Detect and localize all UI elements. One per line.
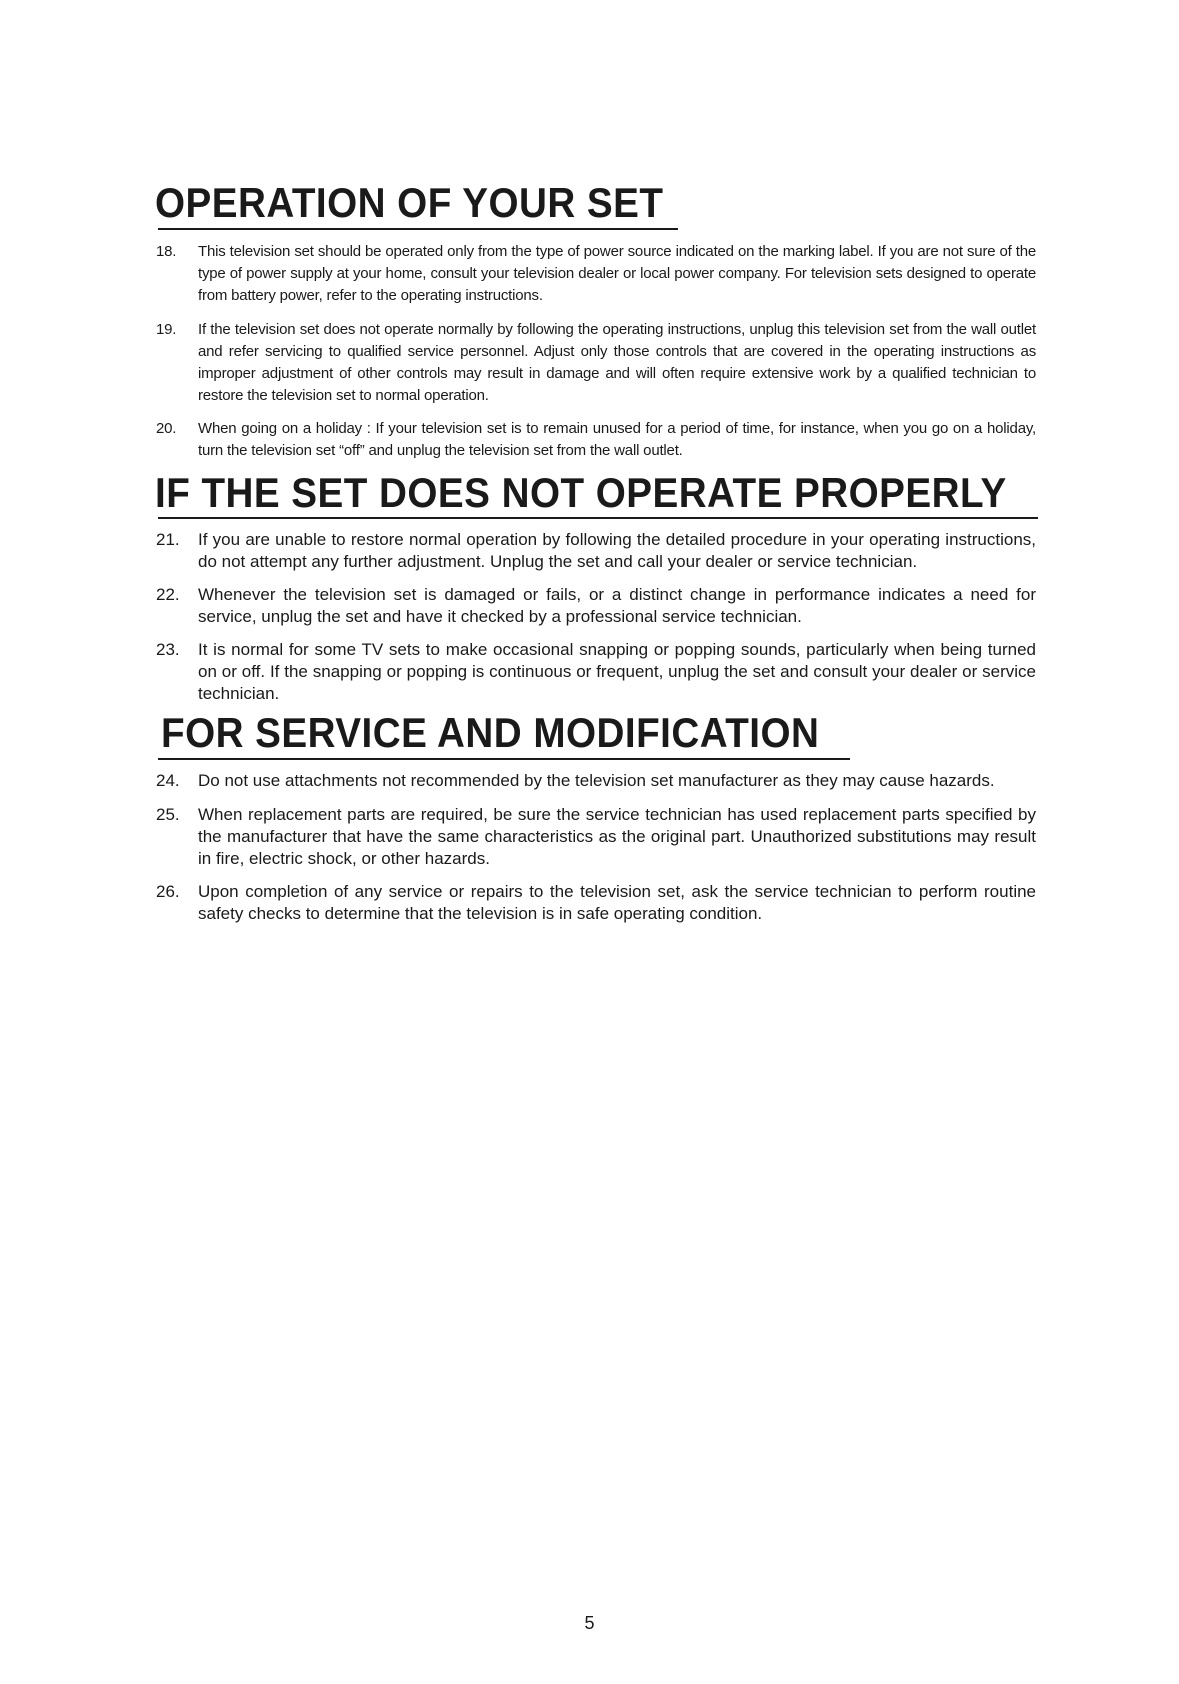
item-text: If the television set does not operate normally by following the operating instructions, unplug this television set from the wall outlet and refer servicing to qualified service personnel. Adjust only those controls that are covered in the operating instructions as improper adjustment of other controls may result in damage and will often require extensive work by a qualified technician to restore the television set to normal operation. [198, 321, 1036, 404]
item-text: When going on a holiday : If your television set is to remain unused for a period of time, for instance, when you go on a holiday, turn the television set “off” and unplug the television set from the wall outlet. [198, 420, 1036, 459]
item-number: 25. [156, 805, 180, 824]
item-text: Upon completion of any service or repairs to the television set, ask the service technician to perform routine safety checks to determine that the television is in safe operating condition. [198, 882, 1036, 923]
item-text: Do not use attachments not recommended by the television set manufacturer as they may cause hazards. [198, 771, 995, 790]
item-number: 26. [156, 882, 180, 901]
item-number: 22. [156, 585, 180, 604]
list-item-19 [156, 319, 1036, 407]
item-number: 23. [156, 640, 180, 659]
list-item-22 [156, 584, 1036, 628]
section-heading-not-operating: IF THE SET DOES NOT OPERATE PROPERLY [155, 469, 1007, 516]
heading-underline [158, 517, 1038, 519]
section-heading-service: FOR SERVICE AND MODIFICATION [161, 709, 820, 756]
heading-underline [158, 758, 850, 760]
page-number: 5 [584, 1613, 595, 1633]
item-number: 21. [156, 530, 180, 549]
list-item-21 [156, 529, 1036, 573]
item-text: It is normal for some TV sets to make occasional snapping or popping sounds, particularly when being turned on or off. If the snapping or popping is continuous or frequent, unplug the set and consult your dealer or service technician. [198, 640, 1036, 703]
list-item-18 [156, 241, 1036, 307]
section-heading-operation: OPERATION OF YOUR SET [155, 179, 664, 226]
item-number: 24. [156, 771, 180, 790]
item-text: This television set should be operated only from the type of power source indicated on the marking label. If you are not sure of the type of power supply at your home, consult your television dealer or local power company. For television sets designed to operate from battery power, refer to the operating instructions. [198, 243, 1036, 304]
item-text: When replacement parts are required, be sure the service technician has used replacement parts specified by the manufacturer that have the same characteristics as the original part. Unauthorized substitutions may result in fire, electric shock, or other hazards. [198, 805, 1036, 868]
item-number: 18. [156, 243, 177, 260]
list-item-25 [156, 804, 1036, 870]
item-number: 20. [156, 420, 177, 437]
item-text: If you are unable to restore normal operation by following the detailed procedure in your operating instructions, do not attempt any further adjustment. Unplug the set and call your dealer or service technician. [198, 530, 1036, 571]
item-number: 19. [156, 321, 177, 338]
list-item-24 [156, 770, 1036, 792]
heading-underline [158, 228, 678, 230]
list-item-26 [156, 881, 1036, 925]
list-item-20 [156, 418, 1036, 462]
item-text: Whenever the television set is damaged or fails, or a distinct change in performance indicates a need for service, unplug the set and have it checked by a professional service technician. [198, 585, 1036, 626]
list-item-23 [156, 639, 1036, 705]
